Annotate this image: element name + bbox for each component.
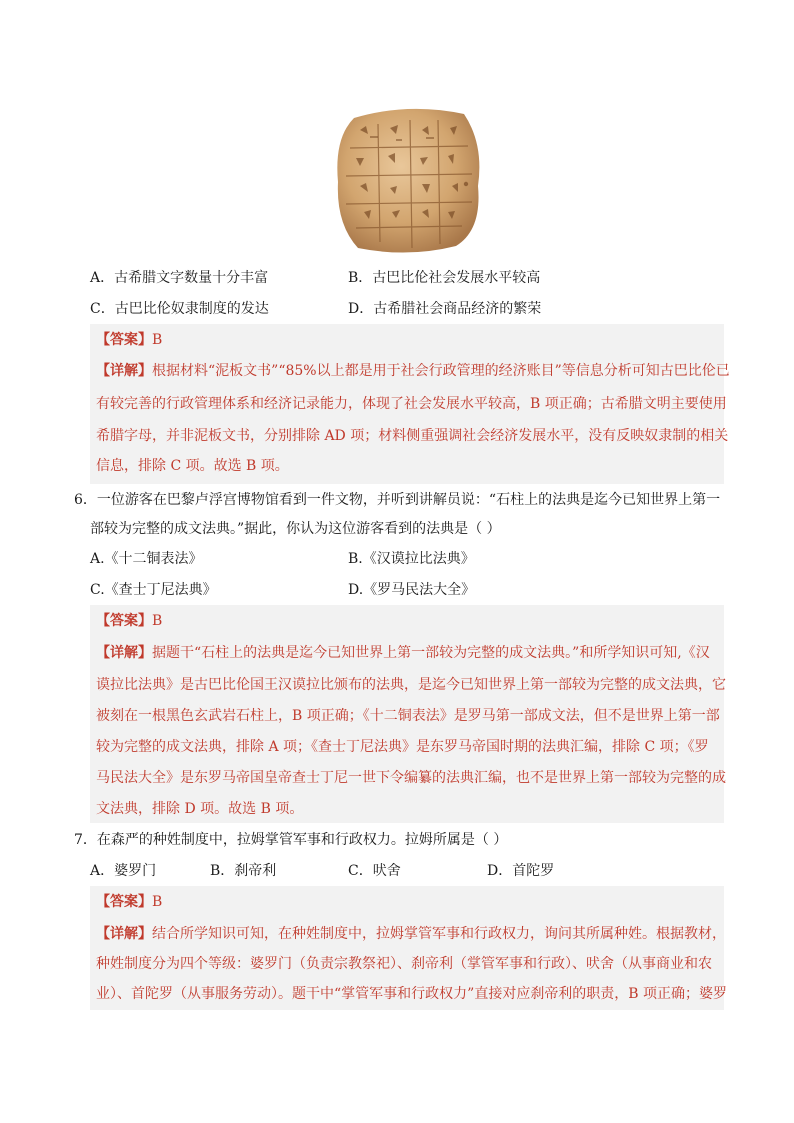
- q6-option-a[interactable]: A.《十二铜表法》: [90, 551, 203, 567]
- q6-detail-line-4: 较为完整的成文法典，排除 A 项；《查士丁尼法典》是东罗马帝国时期的法典汇编，排除 C 项；《罗: [96, 739, 709, 755]
- q6-stem-line-2: 部较为完整的成文法典。”据此，你认为这位游客看到的法典是（ ）: [90, 521, 501, 537]
- q5-answer-box: [90, 324, 730, 484]
- q7-option-b[interactable]: B．刹帝利: [210, 863, 277, 879]
- q6-option-b[interactable]: B.《汉谟拉比法典》: [348, 551, 475, 567]
- q7-detail-line-2: 种姓制度分为四个等级：婆罗门（负责宗教祭祀）、刹帝利（掌管军事和行政）、吠舍（从事商业和农: [96, 956, 712, 972]
- detail-tag: 【详解】: [96, 926, 152, 942]
- q7-option-d[interactable]: D．首陀罗: [487, 863, 555, 879]
- q6-detail-line-1: 【详解】据题干“石柱上的法典是迄今已知世界上第一部较为完整的成文法典。”和所学知识可知,《汉: [96, 645, 710, 661]
- q7-number: 7．: [74, 832, 97, 848]
- q7-detail-line-1: 【详解】结合所学知识可知，在种姓制度中，拉姆掌管军事和行政权力，询问其所属种姓。根据教材，: [96, 926, 726, 942]
- q7-answer-line: [96, 892, 162, 912]
- answer-tag: 【答案】: [96, 332, 152, 348]
- q5-option-a[interactable]: A．古希腊文字数量十分丰富: [90, 270, 269, 286]
- q6-answer-value: B: [152, 613, 163, 629]
- answer-tag: 【答案】: [96, 613, 152, 629]
- q6-answer-line: [96, 611, 162, 631]
- q5-option-b[interactable]: B．古巴比伦社会发展水平较高: [348, 270, 541, 286]
- q5-detail-line-2: 有较完善的行政管理体系和经济记录能力，体现了社会发展水平较高，B 项正确；古希腊文明主要使用: [96, 396, 727, 412]
- detail-tag: 【详解】: [96, 363, 152, 379]
- q5-detail-line-4: 信息，排除 C 项。故选 B 项。: [96, 458, 289, 474]
- q6-detail-line-2: 谟拉比法典》是古巴比伦国王汉谟拉比颁布的法典，是迄今已知世界上第一部较为完整的成文法典，它: [96, 677, 726, 693]
- q5-option-d[interactable]: D．古希腊社会商品经济的繁荣: [348, 301, 542, 317]
- q6-number: 6．: [74, 492, 97, 508]
- q6-detail-line-6: 文法典，排除 D 项。故选 B 项。: [96, 801, 304, 817]
- q6-stem-line-1: 6．一位游客在巴黎卢浮宫博物馆看到一件文物，并听到讲解员说：“石柱上的法典是迄今已知世界上第一: [74, 492, 721, 508]
- q6-detail-line-5: 马民法大全》是东罗马帝国皇帝查士丁尼一世下令编纂的法典汇编，也不是世界上第一部较为完整的成: [96, 770, 726, 786]
- q6-option-d[interactable]: D.《罗马民法大全》: [348, 582, 476, 598]
- q7-option-a[interactable]: A．婆罗门: [90, 863, 157, 879]
- answer-tag: 【答案】: [96, 894, 152, 910]
- q7-option-c[interactable]: C．吠舍: [348, 863, 401, 879]
- q6-option-c[interactable]: C.《查士丁尼法典》: [90, 582, 217, 598]
- q6-answer-box: [90, 605, 724, 823]
- q7-answer-box: [90, 886, 728, 1010]
- q5-option-c[interactable]: C．古巴比伦奴隶制度的发达: [90, 301, 269, 317]
- q7-detail-line-3: 业）、首陀罗（从事服务劳动）。题干中“掌管军事和行政权力”直接对应刹帝利的职责，B 项正确；婆罗: [96, 986, 728, 1002]
- detail-tag: 【详解】: [96, 645, 152, 661]
- q6-detail-line-3: 被刻在一根黑色玄武岩石柱上，B 项正确；《十二铜表法》是罗马第一部成文法，但不是世界上第一部: [96, 708, 720, 724]
- q5-detail-line-1: 【详解】根据材料“泥板文书”“85%以上都是用于社会行政管理的经济账目”等信息分析可知古巴比伦已: [96, 363, 730, 379]
- q7-answer-value: B: [152, 894, 163, 910]
- clay-tablet-image: [334, 104, 482, 254]
- q5-answer-value: B: [152, 332, 163, 348]
- q5-answer-line: [96, 330, 162, 350]
- q5-detail-line-3: 希腊字母，并非泥板文书，分别排除 AD 项；材料侧重强调社会经济发展水平，没有反映奴隶制的相关: [96, 428, 729, 444]
- q7-stem-line: 7．在森严的种姓制度中，拉姆掌管军事和行政权力。拉姆所属是（ ）: [74, 832, 508, 848]
